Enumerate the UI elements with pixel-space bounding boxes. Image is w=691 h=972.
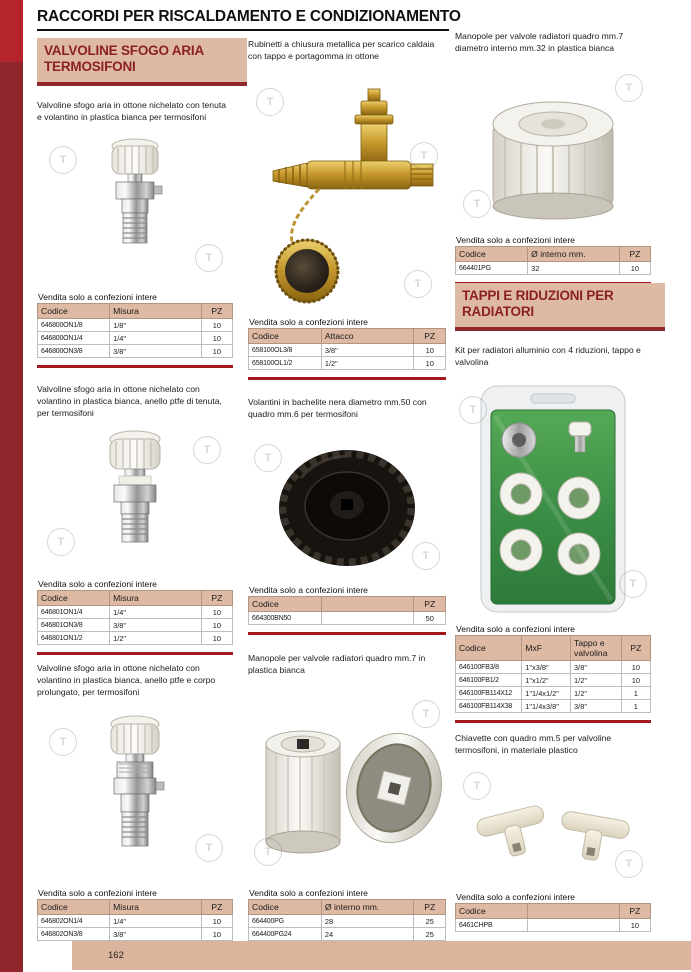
cell: 1/2" [321, 357, 414, 370]
column-header: Codice [249, 329, 322, 344]
cell: 658100OL1/2 [249, 357, 322, 370]
column-header: PZ [201, 304, 232, 319]
red-divider [455, 720, 651, 723]
cell: 1/2" [110, 632, 202, 645]
column-header: Codice [456, 636, 522, 661]
radiator-kit-blister-illustration [475, 382, 631, 616]
cell: 646100FB114X12 [456, 687, 522, 700]
column-header: Codice [456, 904, 528, 919]
product-table [455, 246, 651, 275]
product-table [37, 303, 233, 358]
sale-note: Vendita solo a confezioni intere [249, 317, 368, 327]
footer-bar [72, 941, 691, 970]
cell: 646802ON1/4 [38, 915, 110, 928]
cell: 1 [621, 687, 650, 700]
brand-watermark-icon: T [463, 772, 491, 800]
red-divider [248, 377, 446, 380]
column-header [528, 904, 620, 919]
cell: 664300BN50 [249, 612, 322, 625]
cell: 25 [414, 915, 446, 928]
sale-note: Vendita solo a confezioni intere [456, 892, 575, 902]
product-table-block [455, 235, 651, 285]
cell: 1/4" [110, 915, 202, 928]
product-description: Manopole per valvole radiatori quadro mm.7 in plastica bianca [248, 653, 426, 676]
table-row [38, 606, 233, 619]
cell: 658100OL3/8 [249, 344, 322, 357]
cell: 10 [201, 345, 232, 358]
product-image-air-vent-valve-long [37, 708, 233, 880]
product-table [248, 596, 446, 625]
product-image-air-vent-valve [37, 132, 233, 284]
section-header-tappi: TAPPI E RIDUZIONI PER RADIATORI [455, 283, 665, 331]
sale-note: Vendita solo a confezioni intere [249, 585, 368, 595]
cell: 10 [201, 619, 232, 632]
brand-watermark-icon: T [193, 436, 221, 464]
cell: 1"1/4x1/2" [522, 687, 571, 700]
column-header: Ø interno mm. [528, 247, 620, 262]
product-description: Valvoline sfogo aria in ottone nichelato con tenuta e volantino in plastica bianca per termosifoni [37, 100, 227, 123]
left-red-strip [0, 0, 23, 972]
cell: 3/8" [110, 619, 202, 632]
table-header-row [38, 591, 233, 606]
table-header-row [38, 900, 233, 915]
cell: 6461CHPB [456, 919, 528, 932]
cell: 646100FB3/8 [456, 661, 522, 674]
column-header: Tappo e valvolina [571, 636, 622, 661]
column-header: Codice [249, 597, 322, 612]
column-header: Ø interno mm. [321, 900, 414, 915]
product-table-block [248, 888, 446, 941]
cell: 3/8" [321, 344, 414, 357]
product-description: Manopole per valvole radiatori quadro mm.7 diametro interno mm.32 in plastica bianca [455, 31, 624, 54]
table-row [249, 344, 446, 357]
red-divider [248, 632, 446, 635]
brand-watermark-icon: T [49, 146, 77, 174]
cell: 1/2" [571, 687, 622, 700]
product-table [248, 899, 446, 941]
cell: 646802ON3/8 [38, 928, 110, 941]
product-table [455, 903, 651, 932]
product-table-block [37, 888, 233, 941]
table-row [456, 687, 651, 700]
column-header: Codice [38, 304, 110, 319]
table-row [456, 919, 651, 932]
cell: 28 [321, 915, 414, 928]
product-table-block [455, 624, 651, 723]
column-header: PZ [414, 597, 446, 612]
column-header: MxF [522, 636, 571, 661]
product-description: Volantini in bachelite nera diametro mm.50 con quadro mm.6 per termosifoni [248, 397, 427, 420]
cell: 10 [414, 344, 446, 357]
table-row [38, 632, 233, 645]
table-row [38, 928, 233, 941]
product-table-block [248, 317, 446, 380]
cell: 24 [321, 928, 414, 941]
red-divider [37, 652, 233, 655]
cell: 646800ON3/8 [38, 345, 110, 358]
brand-watermark-icon: T [195, 834, 223, 862]
cell: 10 [201, 928, 232, 941]
table-row [38, 915, 233, 928]
cell: 646800ON1/8 [38, 319, 110, 332]
cell [528, 919, 620, 932]
brand-watermark-icon: T [463, 190, 491, 218]
cell: 1/2" [571, 674, 622, 687]
cell: 50 [414, 612, 446, 625]
brand-watermark-icon: T [412, 542, 440, 570]
cell: 10 [201, 632, 232, 645]
table-header-row [456, 247, 651, 262]
table-row [249, 928, 446, 941]
column-header: PZ [621, 636, 650, 661]
cell: 646100FB1/2 [456, 674, 522, 687]
cell: 25 [414, 928, 446, 941]
cell: 1"1/4x3/8" [522, 700, 571, 713]
cell: 32 [528, 262, 620, 275]
section-header-valvoline: VALVOLINE SFOGO ARIA TERMOSIFONI [37, 38, 247, 86]
cell: 10 [201, 606, 232, 619]
product-description: Rubinetti a chiusura metallica per scarico caldaia con tappo e portagomma in ottone [248, 39, 435, 62]
plastic-keys-illustration [463, 768, 643, 882]
page-number: 162 [108, 950, 124, 961]
cell: 1 [621, 700, 650, 713]
column-header: PZ [619, 247, 650, 262]
air-vent-valve-illustration [92, 134, 178, 282]
air-vent-valve-ptfe-illustration [91, 426, 179, 570]
column-header: PZ [201, 900, 232, 915]
boiler-drain-cock-illustration [249, 81, 445, 307]
table-row [38, 319, 233, 332]
sale-note: Vendita solo a confezioni intere [38, 888, 157, 898]
cell: 3/8" [110, 928, 202, 941]
sale-note: Vendita solo a confezioni intere [249, 888, 368, 898]
cell: 10 [619, 919, 650, 932]
product-image-air-vent-valve-ptfe [37, 424, 233, 572]
brand-watermark-icon: T [254, 444, 282, 472]
sale-note: Vendita solo a confezioni intere [456, 235, 575, 245]
radiator-knob-32-illustration [469, 68, 637, 226]
cell: 3/8" [571, 661, 622, 674]
brand-watermark-icon: T [615, 850, 643, 878]
table-row [38, 345, 233, 358]
column-header: Codice [249, 900, 322, 915]
product-table-block [455, 892, 651, 932]
table-row [456, 674, 651, 687]
product-image-radiator-kit-blister [455, 380, 651, 618]
product-image-boiler-drain-cock [248, 78, 446, 310]
cell: 10 [201, 332, 232, 345]
product-table [248, 328, 446, 370]
brand-watermark-icon: T [404, 270, 432, 298]
column-header: Codice [38, 591, 110, 606]
product-table-block [37, 579, 233, 655]
title-underline [37, 29, 449, 31]
table-row [249, 612, 446, 625]
cell: 646100FB114X38 [456, 700, 522, 713]
cell: 646801ON1/4 [38, 606, 110, 619]
product-image-plastic-keys [455, 766, 651, 884]
brand-watermark-icon: T [49, 728, 77, 756]
product-description: Valvoline sfogo aria in ottone nichelato con volantino in plastica bianca, anello ptfe e corpo prolungato, per termosifoni [37, 663, 216, 698]
brand-watermark-icon: T [254, 838, 282, 866]
cell: 646801ON1/2 [38, 632, 110, 645]
cell: 1/4" [110, 606, 202, 619]
product-table [37, 590, 233, 645]
column-header: Misura [110, 900, 202, 915]
bakelite-handwheel-illustration [267, 438, 427, 576]
table-row [38, 619, 233, 632]
brand-watermark-icon: T [619, 570, 647, 598]
cell: 646801ON3/8 [38, 619, 110, 632]
column-header: Misura [110, 304, 202, 319]
column-header: Misura [110, 591, 202, 606]
brand-watermark-icon: T [410, 142, 438, 170]
column-header: PZ [414, 900, 446, 915]
brand-watermark-icon: T [256, 88, 284, 116]
product-image-radiator-knob-32 [455, 66, 651, 228]
cell: 664400PG [249, 915, 322, 928]
table-row [456, 661, 651, 674]
table-row [456, 262, 651, 275]
cell: 10 [621, 674, 650, 687]
sale-note: Vendita solo a confezioni intere [38, 579, 157, 589]
cell: 664400PG24 [249, 928, 322, 941]
table-header-row [38, 304, 233, 319]
left-red-strip-top [0, 0, 23, 62]
product-table [455, 635, 651, 713]
column-header: Codice [38, 900, 110, 915]
product-description: Valvoline sfogo aria in ottone nichelato con volantino in plastica bianca, anello ptfe di tenuta, per termosifoni [37, 384, 222, 419]
cell: 1"x3/8" [522, 661, 571, 674]
cell: 10 [621, 661, 650, 674]
brand-watermark-icon: T [459, 396, 487, 424]
product-description: Chiavette con quadro mm.5 per valvoline termosifoni, in materiale plastico [455, 733, 612, 756]
cell [321, 612, 414, 625]
table-row [249, 915, 446, 928]
cell: 664401PG [456, 262, 528, 275]
sale-note: Vendita solo a confezioni intere [456, 624, 575, 634]
column-header: PZ [619, 904, 650, 919]
product-image-bakelite-handwheel [248, 436, 446, 578]
product-table [37, 899, 233, 941]
product-table-block [37, 292, 233, 368]
page-title: RACCORDI PER RISCALDAMENTO E CONDIZIONAMENTO [37, 8, 461, 25]
air-vent-valve-long-illustration [90, 710, 180, 878]
column-header [321, 597, 414, 612]
cell: 10 [619, 262, 650, 275]
brand-watermark-icon: T [195, 244, 223, 272]
cell: 1/8" [110, 319, 202, 332]
brand-watermark-icon: T [615, 74, 643, 102]
cell: 1/4" [110, 332, 202, 345]
table-header-row [456, 904, 651, 919]
cell: 3/8" [571, 700, 622, 713]
radiator-knobs-pair-illustration [248, 692, 446, 878]
product-description: Kit per radiatori alluminio con 4 riduzioni, tappo e valvolina [455, 345, 641, 368]
column-header: PZ [201, 591, 232, 606]
cell: 10 [414, 357, 446, 370]
column-header: Attacco [321, 329, 414, 344]
red-divider [37, 365, 233, 368]
cell: 646800ON1/4 [38, 332, 110, 345]
product-image-radiator-knobs-pair [248, 690, 446, 880]
cell: 1"x1/2" [522, 674, 571, 687]
column-header: PZ [414, 329, 446, 344]
table-header-row [249, 329, 446, 344]
table-row [38, 332, 233, 345]
table-row [456, 700, 651, 713]
cell: 10 [201, 915, 232, 928]
brand-watermark-icon: T [47, 528, 75, 556]
table-header-row [249, 597, 446, 612]
cell: 10 [201, 319, 232, 332]
column-header: Codice [456, 247, 528, 262]
table-row [249, 357, 446, 370]
sale-note: Vendita solo a confezioni intere [38, 292, 157, 302]
product-table-block [248, 585, 446, 635]
table-header-row [249, 900, 446, 915]
table-header-row [456, 636, 651, 661]
brand-watermark-icon: T [412, 700, 440, 728]
cell: 3/8" [110, 345, 202, 358]
